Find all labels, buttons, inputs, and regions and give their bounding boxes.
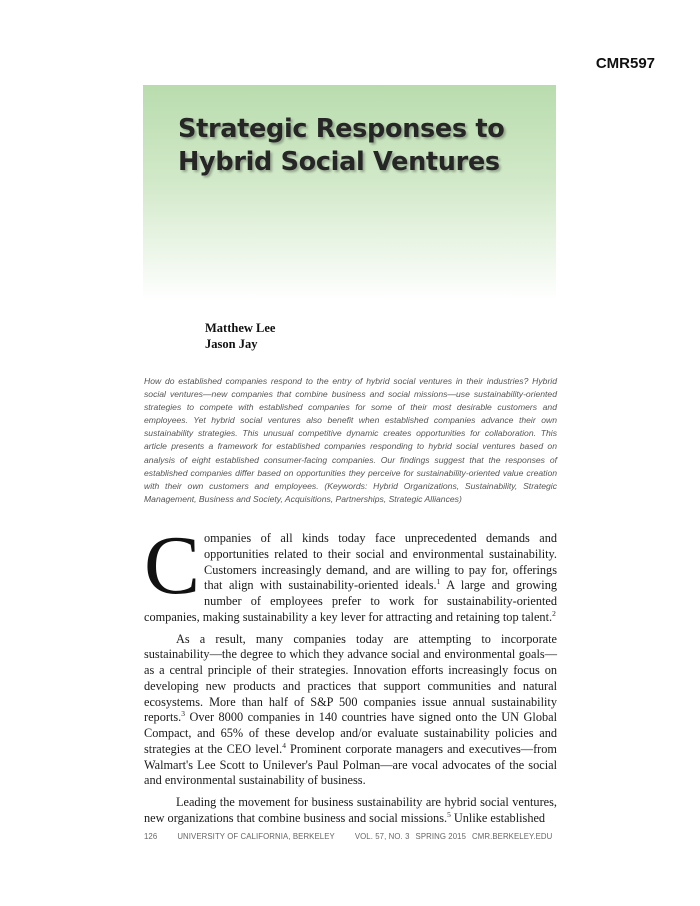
article-title <box>178 113 548 179</box>
footnote-ref: 3 <box>181 709 185 719</box>
footnote-ref: 2 <box>552 608 556 618</box>
footer-institution: UNIVERSITY OF CALIFORNIA, BERKELEY <box>177 832 335 841</box>
author-list <box>205 320 275 352</box>
footnote-ref: 4 <box>282 740 286 750</box>
abstract: How do established companies respond to the entry of hybrid social ventures in their industries? Hybrid social ventures—new companies that combine business and social missions—use sustainability-oriented strategies to compete with established companies for some of their most desirable customers and employees. Yet hybrid social ventures also benefit when established companies advance their own sustainability strategies. This unusual competitive dynamic creates opportunities for collaboration. This article presents a framework for established companies responding to hybrid social ventures based on analysis of eight established consumer-facing companies. Our findings suggest that the responses of established companies differ based on opportunities they perceive for sustainability-oriented value creation with their own customers and employees. (Keywords: Hybrid Organizations, Sustainability, Strategic Management, Business and Society, Acquisitions, Partnerships, Strategic Alliances) <box>144 376 557 504</box>
paragraph-text: ompanies of all kinds today face unprecedented demands and opportunities related to their social and environmental sustainability. Customers increasingly demand, and are willing to pay for, offerings that align with sustainability-oriented ideals. <box>204 531 557 593</box>
paragraph-text: Prominent corporate managers and executives—from Walmart's Lee Scott to Unilever's Paul Polman—are vocal advocates of the social and environmental sustainability of business. <box>144 741 557 788</box>
page-footer <box>144 832 572 841</box>
title-line-1: Strategic Responses to <box>178 114 505 144</box>
footnote-ref: 5 <box>447 809 451 819</box>
footer-season: SPRING 2015 <box>415 832 467 841</box>
paragraph <box>144 795 557 827</box>
author-name: Matthew Lee <box>205 321 276 335</box>
paragraph-text: As a result, many companies today are attempting to incorporate sustainability—the degree to which they advance social and environmental goals—as a central principle of their strategies. Innovation efforts increasingly focus on developing new products and practices that support communities and natural ecosystems. More than half of S&P 500 companies issue annual sustainability reports. <box>144 631 557 725</box>
paragraph <box>144 632 557 790</box>
footer-volume: VOL. 57, NO. 3 <box>354 832 410 841</box>
page-number: 126 <box>144 832 158 841</box>
paragraph-text: Leading the movement for business sustainability are hybrid social ventures, new organizations that combine business and social missions. <box>144 795 557 825</box>
paragraph-text: Over 8000 companies in 140 countries have signed onto the UN Global Compact, and 65% of these develop and/or evaluate sustainability policies and strategies at the CEO level. <box>144 710 557 756</box>
footnote-ref: 1 <box>436 577 441 587</box>
footer-website: CMR.BERKELEY.EDU <box>472 832 553 841</box>
paragraph-text: Unlike established <box>450 810 546 825</box>
document-code: CMR597 <box>595 55 655 72</box>
title-line-2: Hybrid Social Ventures <box>178 147 500 177</box>
paragraph-text: A large and growing number of employees prefer to work for sustainability-oriented companies, making sustainability a key lever for attracting and retaining top talent. <box>144 578 557 624</box>
article-body <box>144 519 557 833</box>
author-name: Jason Jay <box>205 337 258 351</box>
drop-cap: C <box>144 519 201 612</box>
paragraph <box>144 519 557 626</box>
